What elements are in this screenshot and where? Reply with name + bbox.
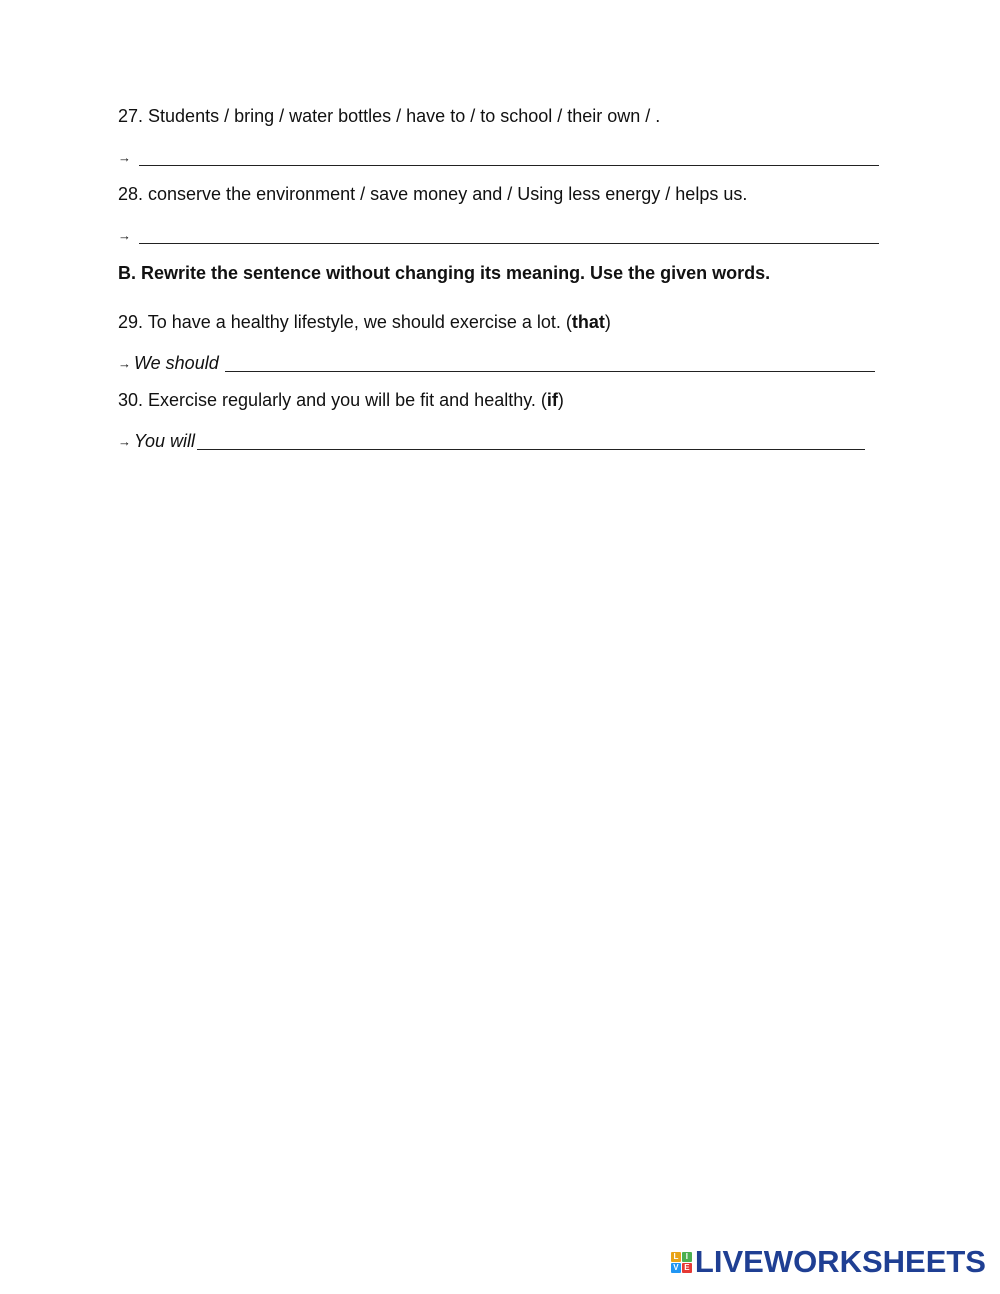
question-29-text: 29. To have a healthy lifestyle, we should exercise a lot. (	[118, 312, 572, 332]
question-30-close: )	[557, 390, 564, 410]
answer-prefix-30: You will	[134, 431, 196, 451]
liveworksheets-logo[interactable]	[671, 1244, 986, 1280]
answer-input-27[interactable]	[139, 147, 879, 166]
liveworksheets-logo-text: LIVEWORKSHEETS	[694, 1244, 986, 1279]
question-29-keyword: that	[571, 312, 605, 332]
answer-row-30	[118, 430, 865, 452]
arrow-icon: →	[118, 356, 131, 371]
arrow-icon: →	[118, 434, 131, 449]
question-30	[118, 389, 564, 411]
answer-input-30[interactable]	[197, 431, 865, 450]
answer-row-28	[118, 224, 879, 246]
question-29-close: )	[604, 312, 611, 332]
question-28: 28. conserve the environment / save money and / Using less energy / helps us.	[118, 184, 748, 204]
question-30-text: 30. Exercise regularly and you will be fit and healthy. (	[118, 390, 547, 410]
arrow-icon: →	[118, 150, 131, 165]
answer-input-28[interactable]	[139, 225, 879, 244]
arrow-icon: →	[118, 228, 131, 243]
liveworksheets-logo-icon	[671, 1252, 692, 1273]
answer-prefix-29: We should	[134, 353, 219, 373]
logo-icon-letter: L	[671, 1252, 681, 1262]
section-b-heading: B. Rewrite the sentence without changing its meaning. Use the given words.	[118, 263, 771, 283]
logo-icon-letter: V	[671, 1263, 681, 1273]
answer-row-29	[118, 352, 875, 374]
answer-input-29[interactable]	[225, 353, 875, 372]
question-27: 27. Students / bring / water bottles / have to / to school / their own / .	[118, 106, 661, 126]
question-29	[118, 311, 611, 333]
answer-row-27	[118, 146, 879, 168]
question-30-keyword: if	[546, 390, 558, 410]
logo-icon-letter: I	[682, 1252, 692, 1262]
logo-icon-letter: E	[682, 1263, 692, 1273]
